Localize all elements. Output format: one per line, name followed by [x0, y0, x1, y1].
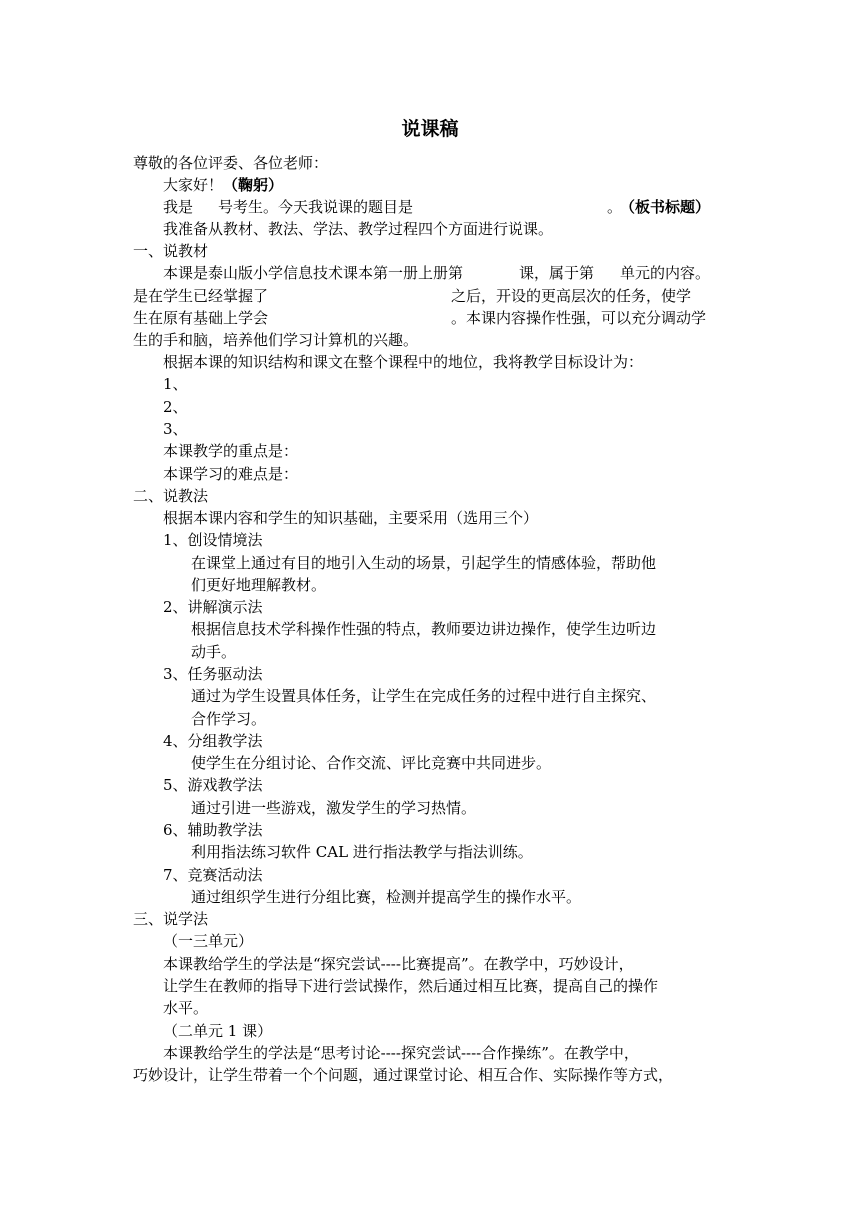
method-3-line2: 合作学习。 [191, 710, 267, 728]
unit-1-3-line2: 让学生在教师的指导下进行尝试操作，然后通过相互比赛，提高自己的操作 [163, 977, 659, 995]
unit-2-label: （二单元 1 课） [163, 1022, 273, 1040]
key-point: 本课教学的重点是： [163, 442, 299, 460]
method-3-title: 3、任务驱动法 [163, 665, 263, 683]
intro-b: 号考生。今天我说课的题目是 [218, 198, 414, 216]
method-7-line1: 通过组织学生进行分组比赛，检测并提高学生的操作水平。 [191, 888, 582, 906]
difficulty-point: 本课学习的难点是： [163, 465, 299, 483]
bow-note: （鞠躬） [223, 176, 284, 194]
method-1-title: 1、创设情境法 [163, 531, 263, 549]
textbook-p1-line1b: 课，属于第 [519, 264, 595, 282]
textbook-p1-line1a: 本课是泰山版小学信息技术课本第一册上册第 [163, 264, 464, 282]
hello-text: 大家好！ [163, 176, 224, 194]
method-2-line1: 根据信息技术学科操作性强的特点，教师要边讲边操作，使学生边听边 [191, 620, 657, 638]
goals-intro: 根据本课的知识结构和课文在整个课程中的地位，我将教学目标设计为： [163, 353, 644, 371]
method-6-line1: 利用指法练习软件 CAL 进行指法教学与指法训练。 [191, 843, 533, 861]
board-title-note: （板书标题） [620, 198, 711, 216]
method-2-line2: 动手。 [191, 643, 237, 661]
method-4-line1: 使学生在分组讨论、合作交流、评比竞赛中共同进步。 [191, 754, 552, 772]
method-4-title: 4、分组教学法 [163, 732, 263, 750]
section-heading-teaching-methods: 二、说教法 [133, 487, 209, 505]
method-3-line1: 通过为学生设置具体任务，让学生在完成任务的过程中进行自主探究、 [191, 687, 657, 705]
method-1-line1: 在课堂上通过有目的地引入生动的场景，引起学生的情感体验，帮助他 [191, 554, 657, 572]
method-6-title: 6、辅助教学法 [163, 821, 263, 839]
document-title: 说课稿 [401, 118, 459, 140]
unit-1-3-line3: 水平。 [163, 999, 209, 1017]
unit-1-3-label: （一三单元） [163, 932, 254, 950]
textbook-p1-line3a: 生在原有基础上学会 [133, 309, 269, 327]
intro-c: 。 [607, 198, 623, 216]
textbook-p1-line2b: 之后，开设的更高层次的任务，使学 [451, 287, 692, 305]
method-1-line2: 们更好地理解教材。 [191, 576, 327, 594]
hello-line [163, 174, 283, 196]
method-2-title: 2、讲解演示法 [163, 598, 263, 616]
goal-item-3: 3、 [163, 420, 188, 438]
method-5-title: 5、游戏教学法 [163, 776, 263, 794]
textbook-p1-line4: 生的手和脑，培养他们学习计算机的兴趣。 [133, 331, 419, 349]
goal-item-1: 1、 [163, 375, 188, 393]
plan-text: 我准备从教材、教法、学法、教学过程四个方面进行说课。 [163, 220, 554, 238]
unit-1-3-line1: 本课教给学生的学法是“探究尝试----比赛提高”。在教学中，巧妙设计， [163, 955, 634, 973]
section-heading-learning-methods: 三、说学法 [133, 910, 209, 928]
section-heading-textbook: 一、说教材 [133, 242, 209, 260]
greeting: 尊敬的各位评委、各位老师： [133, 154, 329, 172]
method-5-line1: 通过引进一些游戏，激发学生的学习热情。 [191, 799, 477, 817]
unit-2-line1: 本课教给学生的学法是“思考讨论----探究尝试----合作操练”。在教学中， [163, 1044, 639, 1062]
goal-item-2: 2、 [163, 398, 188, 416]
textbook-p1-line2a: 是在学生已经掌握了 [133, 287, 269, 305]
intro-a: 我是 [163, 198, 194, 216]
method-7-title: 7、竞赛活动法 [163, 866, 263, 884]
methods-intro: 根据本课内容和学生的知识基础，主要采用（选用三个） [163, 509, 539, 527]
textbook-p1-line3b: 。本课内容操作性强，可以充分调动学 [451, 309, 707, 327]
unit-2-line2: 巧妙设计，让学生带着一个个问题，通过课堂讨论、相互合作、实际操作等方式， [133, 1066, 674, 1084]
textbook-p1-line1c: 单元的内容。 [620, 264, 711, 282]
